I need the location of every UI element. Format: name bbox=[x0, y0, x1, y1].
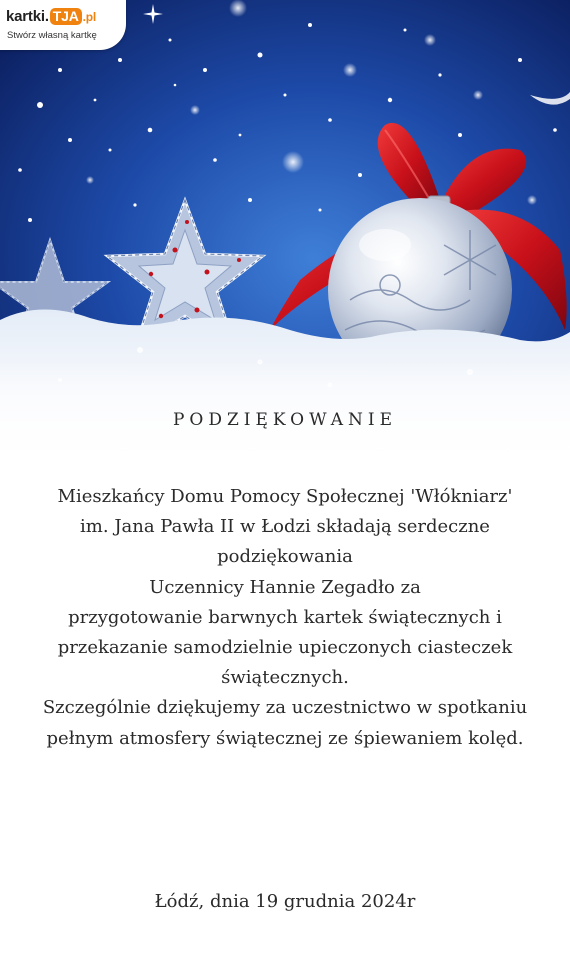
logo-wordmark bbox=[6, 8, 96, 25]
message-line: podziękowania bbox=[217, 546, 353, 568]
logo-tagline: Stwórz własną kartkę bbox=[7, 30, 97, 41]
christmas-scene-image bbox=[0, 0, 570, 470]
logo-suffix: .pl bbox=[82, 10, 97, 24]
message-line: Mieszkańcy Domu Pomocy Społecznej 'Włókniarz' bbox=[57, 486, 513, 507]
message-line: im. Jana Pawła II w Łodzi składają serdeczne bbox=[80, 516, 490, 538]
message-line: świątecznych. bbox=[221, 667, 349, 689]
message-line: Szczególnie dziękujemy za uczestnictwo w spotkaniu bbox=[42, 697, 528, 719]
message-line: przygotowanie barwnych kartek świątecznych i bbox=[68, 606, 502, 628]
message-line: Uczennicy Hannie Zegadło za bbox=[149, 576, 421, 598]
card-message bbox=[0, 482, 570, 754]
card-title: PODZIĘKOWANIE bbox=[172, 410, 398, 430]
message-line: przekazanie samodzielnie upieczonych ciasteczek bbox=[57, 637, 513, 659]
site-logo[interactable] bbox=[0, 0, 126, 50]
logo-prefix: kartki. bbox=[6, 8, 49, 25]
card-footer-date: Łódź, dnia 19 grudnia 2024r bbox=[154, 891, 416, 912]
message-line: pełnym atmosfery świątecznej ze śpiewaniem kolęd. bbox=[46, 727, 524, 749]
logo-badge: TJA bbox=[50, 8, 82, 25]
